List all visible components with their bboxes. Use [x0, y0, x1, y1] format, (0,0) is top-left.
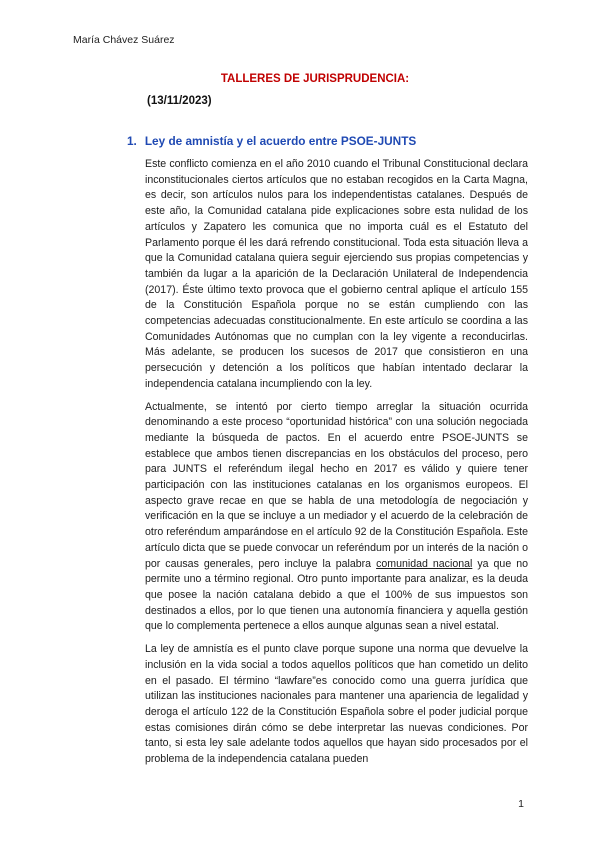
paragraph-2-end: ya que no permite uno a término regional. Otro punto importante para analizar, es la deuda que posee la nación catalana debido a que el 100% de sus impuestos son destinados a ellos, por lo que tienen una autonomía financiera y aquella gestión que lo complementa pertenece a ellos aunque algunas sean a nivel estatal. — [145, 557, 528, 633]
paragraph-3: La ley de amnistía es el punto clave porque supone una norma que devuelve la inclusión en la vida social a todos aquellos políticos que han cometido un delito en el pasado. El término “lawfare”es conocido como una guerra jurídica que utilizan las instituciones nacionales para mantener una apariencia de legalidad y deroga el artículo 122 de la Constitución Española sobre el poder judicial porque estas comisiones dirán cómo se debe interpretar las nuevas condiciones. Por tanto, si esta ley sale adelante todos aquellos que hayan sido procesados por el problema de la independencia catalana pueden — [145, 643, 528, 766]
underlined-term: comunidad nacional — [376, 557, 473, 570]
document-date: (13/11/2023) — [147, 95, 212, 107]
page-number: 1 — [518, 798, 524, 810]
header-author: María Chávez Suárez — [73, 34, 175, 46]
paragraph-1: Este conflicto comienza en el año 2010 cuando el Tribunal Constitucional declara inconstitucionales ciertos artículos que no estaban recogidos en la Carta Magna, es decir, son artículos nulos para los independentistas catalanes. Después de este año, la Comunidad catalana pide explicaciones sobre esta nulidad de los artículos y Zapatero les comunica que no importa cuál es el Estatuto del Parlamento porque él les dará refrendo constitucional. Toda esta situación lleva a que la Comunidad catalana quiera seguir ejerciendo sus propias competencias y también da lugar a la aparición de la Declaración Unilateral de Independencia (2017). Éste último texto provoca que el gobierno central aplique el artículo 155 de la Constitución Española porque no se están cumpliendo con las competencias adecuadas constitucionalmente. En este artículo se coordina a las Comunidades Autónomas que no cumplan con la ley vigente a reconducirlas. Más adelante, se producen los sucesos de 2017 que consistieron en una persecución y detención a los políticos que habían intentado declarar la independencia catalana incumpliendo con la ley. — [145, 158, 528, 390]
document-title: TALLERES DE JURISPRUDENCIA: — [220, 73, 410, 85]
paragraph-2 — [145, 400, 528, 636]
section-title: Ley de amnistía y el acuerdo entre PSOE-JUNTS — [144, 134, 417, 148]
section-heading — [127, 134, 416, 148]
body-text — [145, 157, 528, 775]
section-number: 1. — [127, 134, 137, 148]
paragraph-2-start: Actualmente, se intentó por cierto tiempo arreglar la situación ocurrida denominando a este proceso “oportunidad histórica” con una solución negociada mediante la búsqueda de pactos. En el acuerdo entre PSOE-JUNTS se establece que ambos tienen discrepancias en los obstáculos del proceso, pero para JUNTS el referéndum ilegal hecho en 2017 es válido y quiere tener participación con las instituciones catalanas en los organismos europeos. El aspecto grave recae en que se habla de una metodología de negociación y verificación en la que se incluye a un mediador y el acuerdo de la celebración de otro referéndum amparándose en el artículo 92 de la Constitución Española. Este artículo dicta que se puede convocar un referéndum por un interés de la nación o por causas generales, pero incluye la palabra — [145, 400, 528, 570]
